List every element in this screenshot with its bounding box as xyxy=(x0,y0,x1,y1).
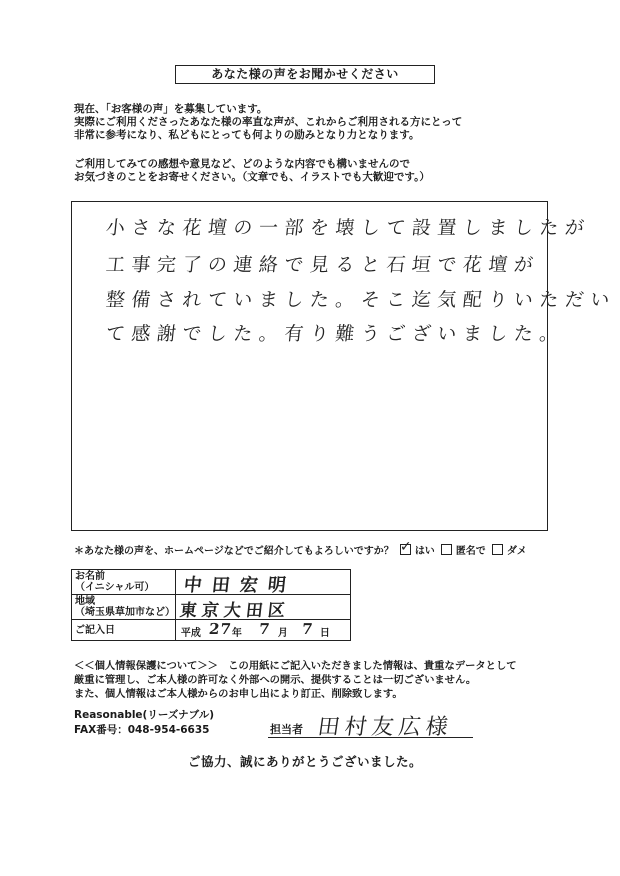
name-label: お名前 xyxy=(75,571,105,582)
consent-anonymous-checkbox[interactable] xyxy=(441,544,452,555)
date-day-value: 7 xyxy=(300,620,320,638)
region-value: 東京大田区 xyxy=(178,601,291,621)
comment-line: 整備されていました。そこ迄気配りいただい xyxy=(104,289,618,311)
name-value: 中田宏明 xyxy=(182,575,297,596)
comment-line: て感謝でした。有り難うございました。 xyxy=(104,323,567,345)
staff-underline xyxy=(268,737,473,738)
name-label-cell xyxy=(72,570,176,595)
date-label-cell xyxy=(72,620,176,641)
info-table xyxy=(71,569,351,641)
region-label: 地域 xyxy=(75,596,95,607)
date-year-unit: 年 xyxy=(231,628,242,639)
company-name: Reasonable(リーズナブル) xyxy=(74,709,214,721)
consent-yes-checkbox[interactable] xyxy=(400,544,411,555)
name-row xyxy=(72,570,351,595)
instruction-line: お気づきのことをお寄せください。（文章でも、イラストでも大歓迎です。） xyxy=(74,171,430,183)
consent-question: ＊あなた様の声を、ホームページなどでご紹介してもよろしいですか？ xyxy=(74,546,394,557)
date-month-value: 7 xyxy=(257,620,277,638)
intro-line: 現在、「お客様の声」を募集しています。 xyxy=(74,103,268,115)
consent-no-checkbox[interactable] xyxy=(492,544,503,555)
staff-label: 担当者 xyxy=(270,723,303,736)
region-sub-label: （埼玉県草加市など） xyxy=(75,607,175,618)
comment-line: 小さな花壇の一部を壊して設置しましたが xyxy=(104,217,592,239)
company-fax: FAX番号：048-954-6635 xyxy=(74,724,210,736)
date-month-unit: 月 xyxy=(277,628,288,639)
date-day-unit: 日 xyxy=(319,628,330,639)
instruction-line: ご利用してみての感想や意見など、どのような内容でも構いませんので xyxy=(74,158,410,170)
date-row xyxy=(72,620,351,641)
region-row xyxy=(72,595,351,620)
name-value-cell[interactable] xyxy=(175,570,350,595)
page-title: あなた様の声をお聞かせください xyxy=(175,65,435,84)
intro-line: 実際にご利用くださったあなた様の率直な声が、これからご利用される方にとって xyxy=(74,116,463,128)
consent-row xyxy=(74,542,527,557)
staff-name: 田村友広様 xyxy=(315,715,455,740)
date-label: ご記入日 xyxy=(75,624,115,636)
comment-line: 工事完了の連絡で見ると石垣で花壇が xyxy=(104,254,541,276)
instruction-text xyxy=(74,158,430,184)
consent-no-label: ダメ xyxy=(506,546,527,557)
company-info xyxy=(74,708,214,738)
consent-yes-label: はい xyxy=(414,546,435,557)
thanks-message: ご協力、誠にありがとうございました。 xyxy=(188,754,423,769)
intro-text xyxy=(74,103,462,142)
intro-line: 非常に参考になり、私どもにとっても何よりの励みとなり力となります。 xyxy=(74,129,420,141)
date-era: 平成 xyxy=(180,628,201,639)
privacy-line: 厳重に管理し、ご本人様の許可なく外部への開示、提供することは一切ございません。 xyxy=(74,674,477,686)
name-sub-label: （イニシャル可） xyxy=(75,582,155,593)
privacy-line: また、個人情報はご本人様からのお申し出により訂正、削除致します。 xyxy=(74,688,403,700)
region-value-cell[interactable] xyxy=(175,595,350,620)
date-year-value: 27 xyxy=(207,620,233,638)
consent-anonymous-label: 匿名で xyxy=(455,546,486,557)
region-label-cell xyxy=(72,595,176,620)
privacy-line: ＜＜個人情報保護について＞＞ この用紙にご記入いただきました情報は、貴重なデータとして xyxy=(74,660,517,672)
date-value-cell[interactable] xyxy=(175,620,350,641)
privacy-notice xyxy=(74,659,574,701)
